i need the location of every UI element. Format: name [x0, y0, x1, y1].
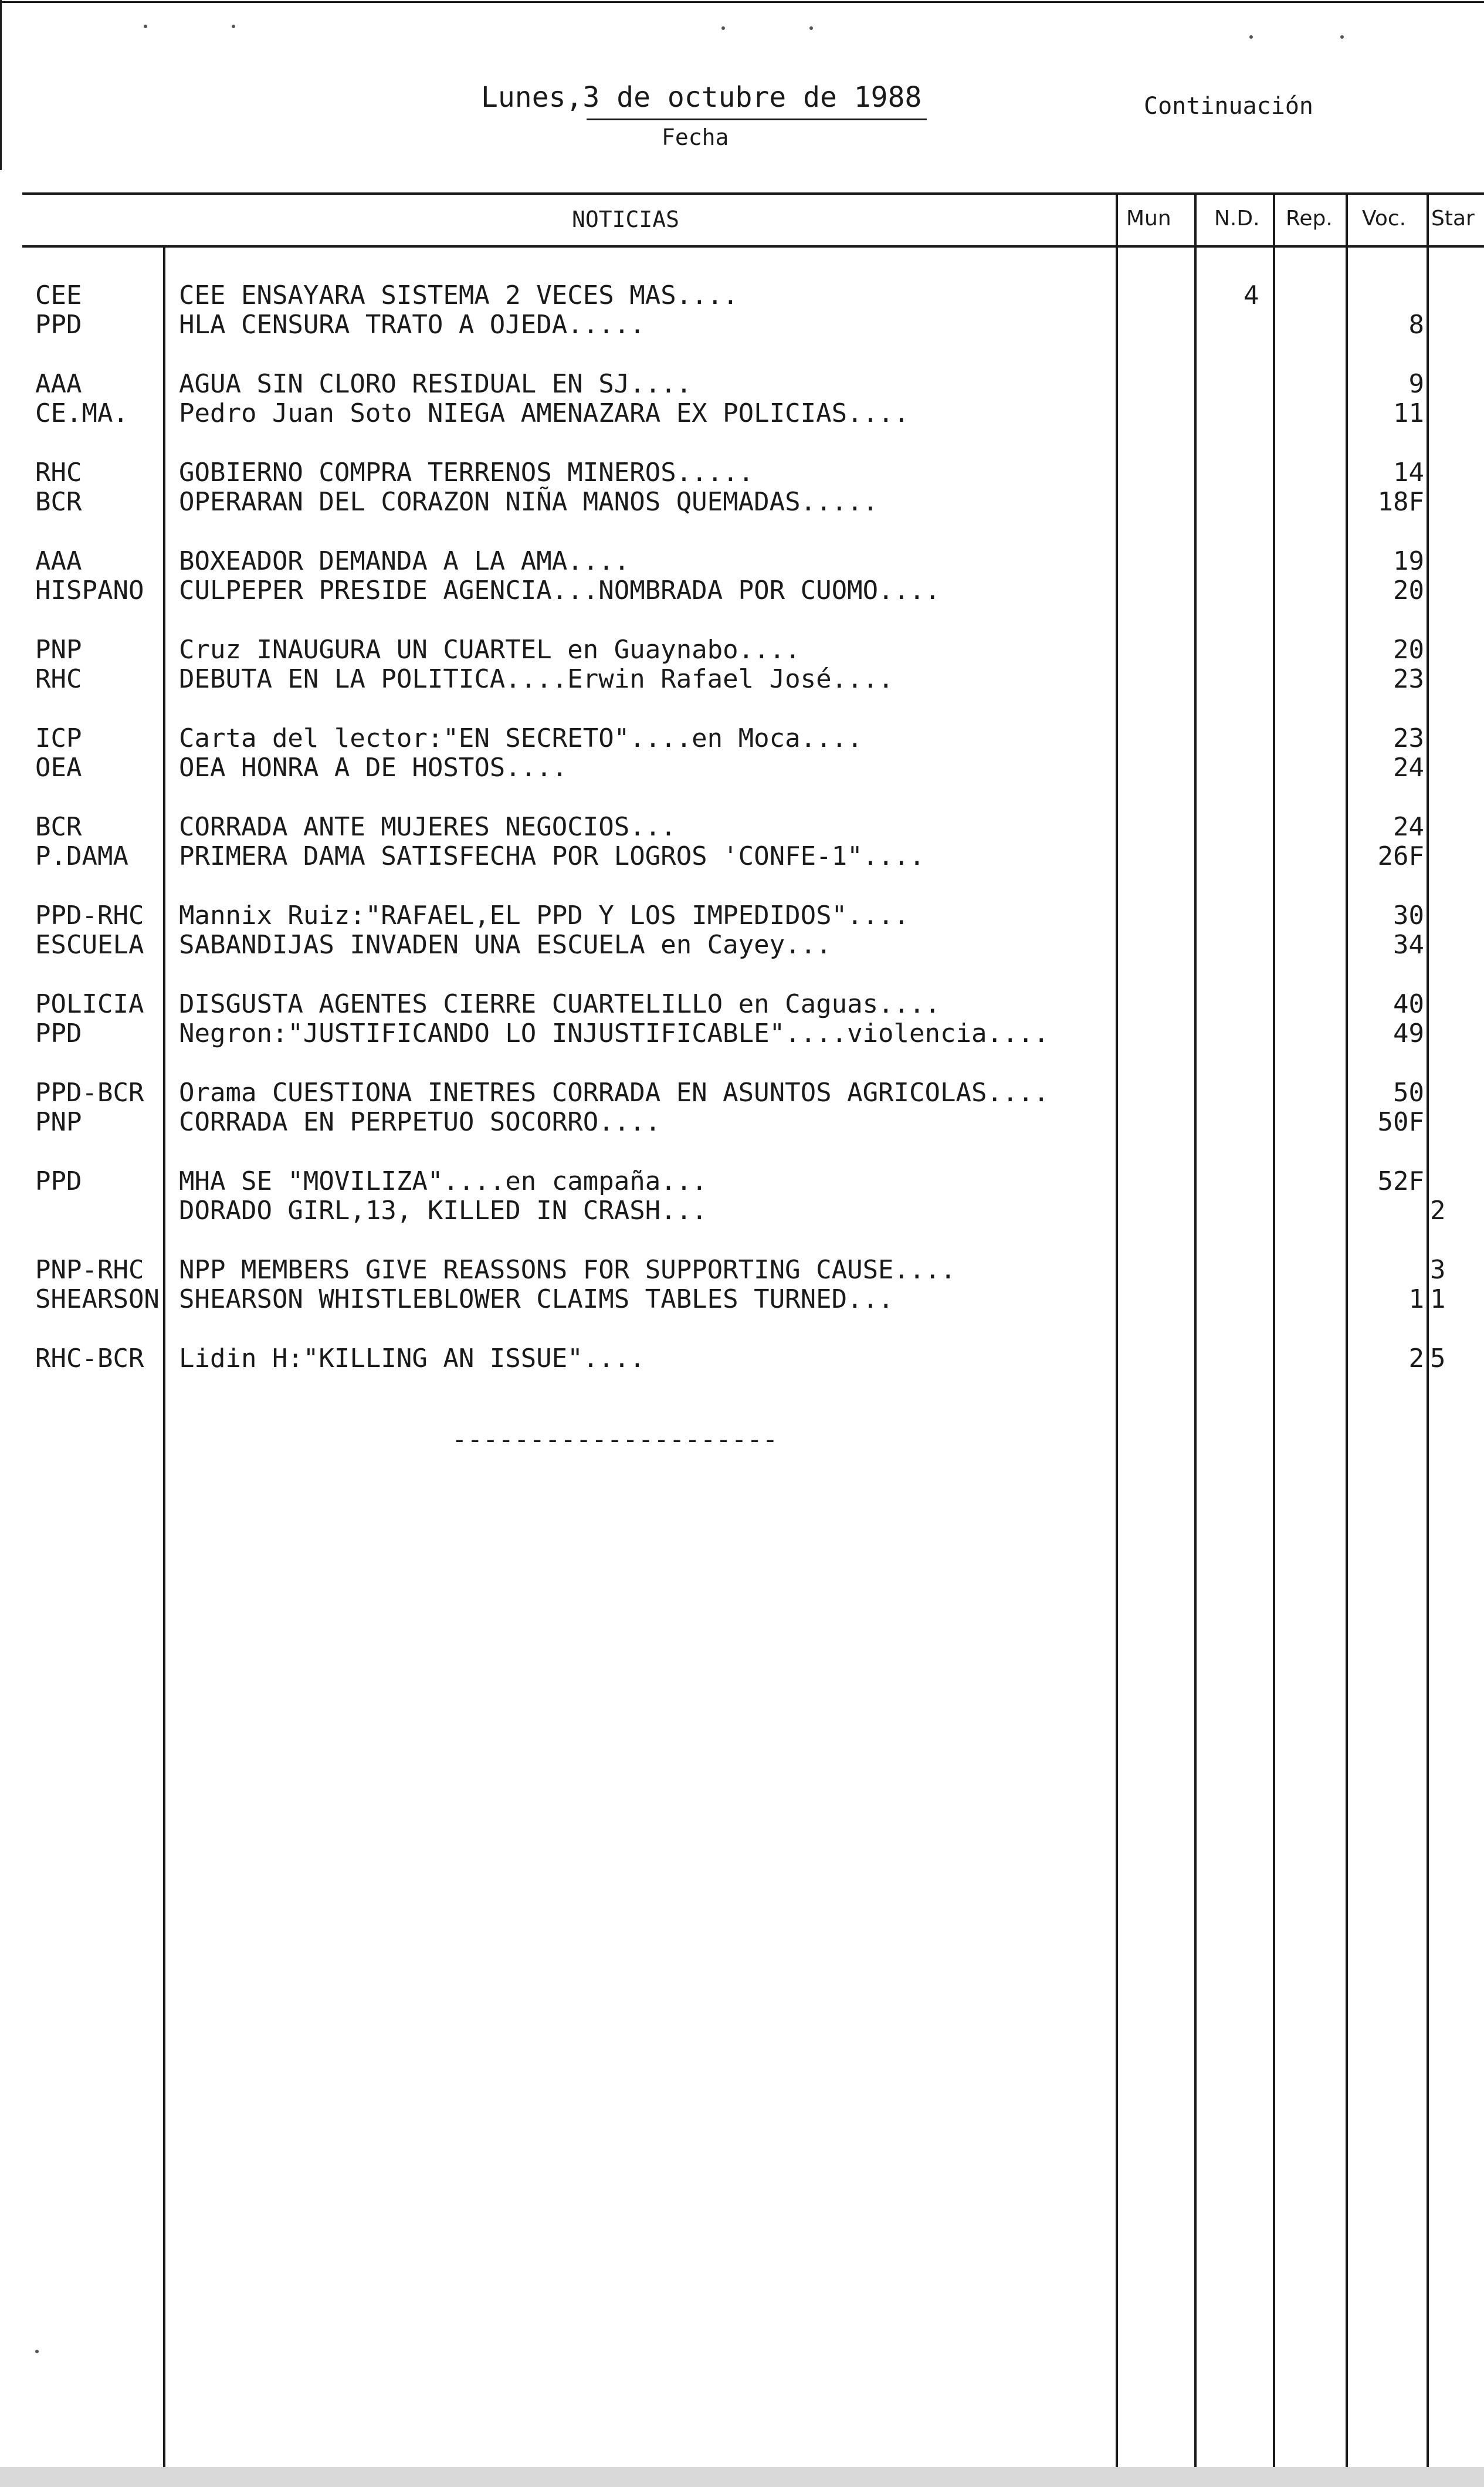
row-source-code: PPD-RHC: [35, 901, 144, 930]
row-voc-page: 30: [1393, 901, 1424, 930]
row-voc-page: 9: [1408, 369, 1424, 399]
row-voc-page: 18F: [1377, 487, 1424, 517]
speck-mark: [1249, 35, 1253, 39]
row-source-code: RHC-BCR: [35, 1344, 144, 1373]
row-headline: PRIMERA DAMA SATISFECHA POR LOGROS 'CONFE-1"....: [179, 841, 925, 871]
header-star: Star: [1431, 207, 1475, 231]
header-rep: Rep.: [1286, 207, 1333, 231]
row-voc-page: 23: [1393, 664, 1424, 694]
continuation-label: Continuación: [1144, 93, 1313, 120]
row-nd-page: 4: [1244, 280, 1259, 310]
row-headline: NPP MEMBERS GIVE REASSONS FOR SUPPORTING CAUSE....: [179, 1255, 956, 1285]
row-source-code: POLICIA: [35, 989, 144, 1019]
left-border: [0, 0, 2, 170]
row-star-page: 1: [1430, 1284, 1446, 1314]
row-voc-page: 40: [1393, 989, 1424, 1019]
row-voc-page: 1: [1408, 1284, 1424, 1314]
row-headline: AGUA SIN CLORO RESIDUAL EN SJ....: [179, 369, 692, 399]
row-voc-page: 20: [1393, 635, 1424, 665]
row-source-code: PPD: [35, 1019, 82, 1048]
top-border: [0, 1, 1484, 3]
row-headline: MHA SE "MOVILIZA"....en campaña...: [179, 1166, 707, 1196]
row-voc-page: 24: [1393, 753, 1424, 783]
row-headline: BOXEADOR DEMANDA A LA AMA....: [179, 546, 630, 576]
row-voc-page: 8: [1408, 310, 1424, 340]
row-source-code: PNP-RHC: [35, 1255, 144, 1285]
row-source-code: PPD: [35, 1166, 82, 1196]
row-headline: Orama CUESTIONA INETRES CORRADA EN ASUNTOS AGRICOLAS....: [179, 1078, 1049, 1108]
speck-mark: [232, 25, 235, 28]
row-source-code: PNP: [35, 635, 82, 665]
row-source-code: BCR: [35, 487, 82, 517]
header-nd: N.D.: [1214, 207, 1260, 231]
row-source-code: AAA: [35, 546, 82, 576]
row-source-code: PPD: [35, 310, 82, 340]
row-voc-page: 34: [1393, 930, 1424, 960]
row-headline: CEE ENSAYARA SISTEMA 2 VECES MAS....: [179, 280, 738, 310]
row-headline: CORRADA ANTE MUJERES NEGOCIOS...: [179, 812, 676, 842]
header-mun: Mun: [1126, 207, 1171, 231]
row-headline: Carta del lector:"EN SECRETO"....en Moca....: [179, 723, 863, 753]
row-headline: DORADO GIRL,13, KILLED IN CRASH...: [179, 1196, 707, 1226]
row-source-code: CEE: [35, 280, 82, 310]
row-headline: OPERARAN DEL CORAZON NIÑA MANOS QUEMADAS.....: [179, 487, 879, 517]
row-source-code: RHC: [35, 664, 82, 694]
row-headline: CULPEPER PRESIDE AGENCIA...NOMBRADA POR CUOMO....: [179, 576, 941, 605]
row-voc-page: 50F: [1377, 1107, 1424, 1137]
table-header-top-line: [22, 192, 1484, 195]
row-source-code: PPD-BCR: [35, 1078, 144, 1108]
date-line: Lunes,3 de octubre de 1988: [481, 81, 922, 114]
mun-column-right-line: [1194, 192, 1197, 2467]
row-headline: Mannix Ruiz:"RAFAEL,EL PPD Y LOS IMPEDIDOS"....: [179, 901, 910, 930]
voc-column-right-line: [1427, 192, 1429, 2467]
row-voc-page: 2: [1408, 1344, 1424, 1373]
row-star-page: 2: [1430, 1196, 1446, 1226]
table-header-bottom-line: [22, 245, 1484, 248]
row-voc-page: 19: [1393, 546, 1424, 576]
row-headline: GOBIERNO COMPRA TERRENOS MINEROS.....: [179, 458, 754, 488]
row-headline: DEBUTA EN LA POLITICA....Erwin Rafael José....: [179, 664, 894, 694]
date-underline: [587, 119, 927, 120]
row-source-code: RHC: [35, 458, 82, 488]
row-voc-page: 24: [1393, 812, 1424, 842]
row-voc-page: 20: [1393, 576, 1424, 605]
row-voc-page: 52F: [1377, 1166, 1424, 1196]
row-headline: OEA HONRA A DE HOSTOS....: [179, 753, 568, 783]
header-noticias: NOTICIAS: [572, 207, 680, 232]
row-headline: SHEARSON WHISTLEBLOWER CLAIMS TABLES TURNED...: [179, 1284, 894, 1314]
row-source-code: P.DAMA: [35, 841, 128, 871]
speck-mark: [144, 25, 147, 28]
row-source-code: ICP: [35, 723, 82, 753]
row-voc-page: 26F: [1377, 841, 1424, 871]
row-voc-page: 50: [1393, 1078, 1424, 1108]
row-voc-page: 23: [1393, 723, 1424, 753]
row-source-code: BCR: [35, 812, 82, 842]
row-headline: Lidin H:"KILLING AN ISSUE"....: [179, 1344, 645, 1373]
row-headline: Pedro Juan Soto NIEGA AMENAZARA EX POLICIAS....: [179, 398, 910, 428]
row-source-code: AAA: [35, 369, 82, 399]
speck-mark: [721, 26, 725, 30]
row-source-code: CE.MA.: [35, 398, 128, 428]
row-voc-page: 49: [1393, 1019, 1424, 1048]
row-headline: HLA CENSURA TRATO A OJEDA.....: [179, 310, 645, 340]
date-caption: Fecha: [662, 124, 729, 150]
row-source-code: ESCUELA: [35, 930, 144, 960]
row-source-code: OEA: [35, 753, 82, 783]
row-voc-page: 14: [1393, 458, 1424, 488]
row-source-code: SHEARSON: [35, 1284, 160, 1314]
row-star-page: 5: [1430, 1344, 1446, 1373]
scan-bottom-edge: [0, 2467, 1484, 2487]
row-headline: Negron:"JUSTIFICANDO LO INJUSTIFICABLE"....violencia....: [179, 1019, 1049, 1048]
row-headline: SABANDIJAS INVADEN UNA ESCUELA en Cayey...: [179, 930, 832, 960]
speck-mark: [35, 2350, 39, 2353]
speck-mark: [809, 26, 813, 30]
row-star-page: 3: [1430, 1255, 1446, 1285]
mun-column-left-line: [1116, 192, 1118, 2467]
header-voc: Voc.: [1362, 207, 1407, 231]
row-voc-page: 11: [1393, 398, 1424, 428]
rep-column-right-line: [1346, 192, 1348, 2467]
row-source-code: HISPANO: [35, 576, 144, 605]
row-headline: Cruz INAUGURA UN CUARTEL en Guaynabo....: [179, 635, 801, 665]
row-source-code: PNP: [35, 1107, 82, 1137]
row-headline: DISGUSTA AGENTES CIERRE CUARTELILLO en Caguas....: [179, 989, 941, 1019]
row-headline: CORRADA EN PERPETUO SOCORRO....: [179, 1107, 661, 1137]
speck-mark: [1340, 35, 1344, 39]
end-separator: ---------------------: [452, 1424, 778, 1454]
nd-column-right-line: [1273, 192, 1275, 2467]
